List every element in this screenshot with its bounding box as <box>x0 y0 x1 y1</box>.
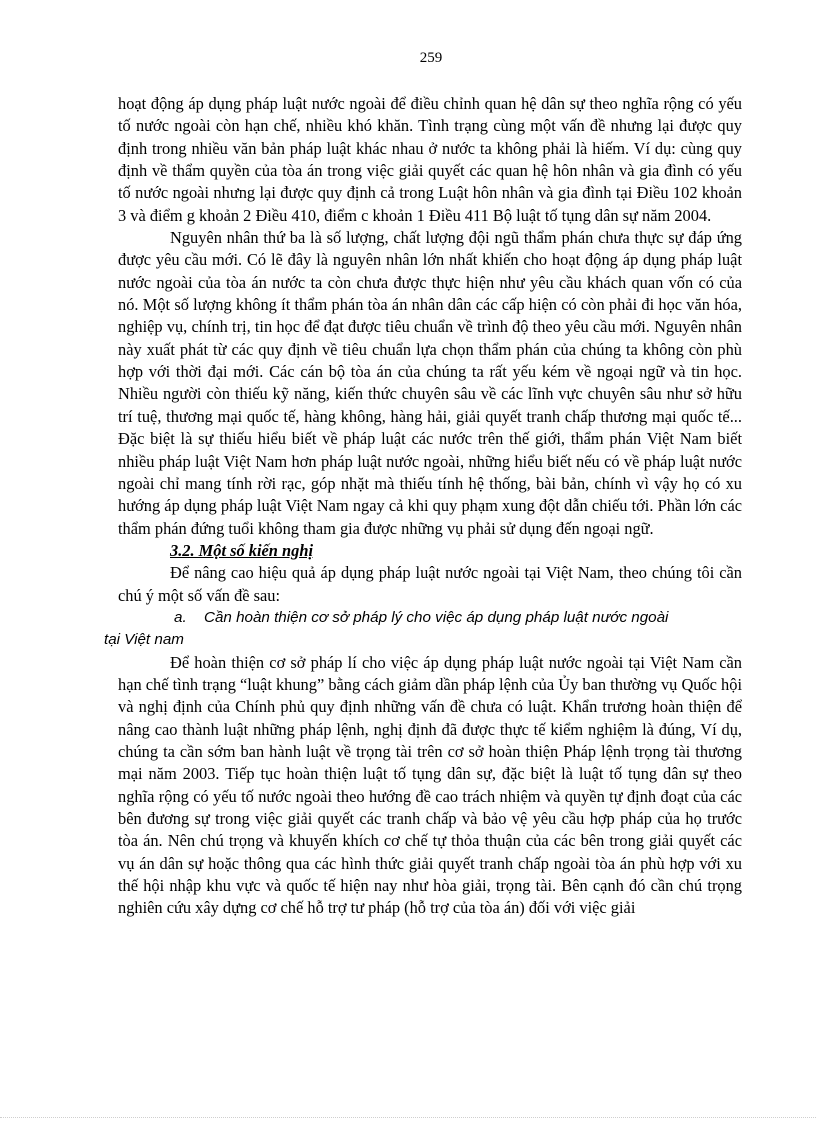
section-heading: 3.2. Một số kiến nghị <box>170 540 313 560</box>
body-text <box>104 93 742 920</box>
paragraph-2: Nguyên nhân thứ ba là số lượng, chất lượng đội ngũ thẩm phán chưa thực sự đáp ứng được yêu cầu mới. Có lẽ đây là nguyên nhân lớn nhất khiến cho hoạt động áp dụng pháp luật nước ngoài của tòa án nước ta còn chưa được thực hiện như yêu cầu khách quan vốn có của nó. Một số lượng không ít thẩm phán tòa án nhân dân các cấp hiện có còn phải đi học văn hóa, nghiệp vụ, chính trị, tin học để đạt được tiêu chuẩn về trình độ theo yêu cầu mới. Nguyên nhân này xuất phát từ các quy định về tiêu chuẩn lựa chọn thẩm phán của chúng ta không còn phù hợp với thời đại mới. Các cán bộ tòa án của chúng ta rất yếu kém về ngoại ngữ và tin học. Nhiều người còn thiếu kỹ năng, kiến thức chuyên sâu về các lĩnh vực chuyên sâu như sở hữu trí tuệ, thương mại quốc tế, hàng không, hàng hải, giải quyết tranh chấp thương mại quốc tế... Đặc biệt là sự thiếu hiểu biết về pháp luật các nước trên thế giới, thẩm phán Việt Nam biết nhiều pháp luật Việt Nam hơn pháp luật nước ngoài, những hiểu biết nếu có về pháp luật nước ngoài chỉ mang tính rời rạc, góp nhặt mà thiếu tính hệ thống, bài bản, chính vì vậy họ có xu hướng áp dụng pháp luật Việt Nam ngay cả khi quy phạm xung đột dẫn chiếu tới. Phần lớn các thẩm phán đứng tuổi không tham gia được những vụ phải sử dụng đến ngoại ngữ. <box>118 228 742 538</box>
paragraph-4: Để hoàn thiện cơ sở pháp lí cho việc áp dụng pháp luật nước ngoài tại Việt Nam cần hạn chế tình trạng “luật khung” bằng cách giảm dần pháp lệnh của Ủy ban thường vụ Quốc hội và nghị định của Chính phủ quy định những vấn đề chưa có luật. Khẩn trương hoàn thiện để nâng cao thành luật những pháp lệnh, nghị định đã được thực tế kiểm nghiệm là đúng, Ví dụ, chúng ta cần sớm ban hành luật về trọng tài trên cơ sở hoàn thiện Pháp lệnh trọng tài thương mại năm 2003. Tiếp tục hoàn thiện luật tố tụng dân sự, đặc biệt là luật tố tụng dân sự theo nghĩa rộng có yếu tố nước ngoài theo hướng đề cao trách nhiệm và quyền tự định đoạt của các bên đương sự trong việc giải quyết các tranh chấp và bảo vệ yêu cầu hợp pháp của họ trước tòa án. Nên chú trọng và khuyến khích cơ chế tự thỏa thuận của các bên trong giải quyết các vụ án dân sự hoặc thông qua các hình thức giải quyết tranh chấp ngoài tòa án phù hợp với xu thế hội nhập khu vực và quốc tế hiện nay như hòa giải, trọng tài. Bên cạnh đó cần chú trọng nghiên cứu xây dựng cơ chế hỗ trợ tư pháp (hỗ trợ của tòa án) đối với việc giải <box>118 652 742 918</box>
page-bottom-divider <box>0 1117 816 1119</box>
subsection-title: Cần hoàn thiện cơ sở pháp lý cho việc áp dụng pháp luật nước ngoài <box>204 608 669 626</box>
subsection-heading <box>104 607 742 652</box>
subsection-marker: a. <box>174 608 187 626</box>
paragraph-1: hoạt động áp dụng pháp luật nước ngoài để điều chỉnh quan hệ dân sự theo nghĩa rộng có yếu tố nước ngoài còn hạn chế, nhiều khó khăn. Tình trạng cùng một vấn đề nhưng lại được quy định trong nhiều văn bản pháp luật khác nhau ở nước ta không phải là hiếm. Ví dụ: cùng quy định về thẩm quyền của tòa án trong việc giải quyết các quan hệ hôn nhân và gia đình có yếu tố nước ngoài nhưng lại được quy định cả trong Luật hôn nhân và gia đình tại Điều 102 khoản 3 và điểm g khoản 2 Điều 410, điểm c khoản 1 Điều 411 Bộ luật tố tụng dân sự năm 2004. <box>118 94 742 225</box>
paragraph-3: Để nâng cao hiệu quả áp dụng pháp luật nước ngoài tại Việt Nam, theo chúng tôi cần chú ý một số vấn đề sau: <box>118 563 742 605</box>
subsection-title-continued: tại Việt nam <box>104 631 184 649</box>
page-number: 259 <box>419 50 443 66</box>
